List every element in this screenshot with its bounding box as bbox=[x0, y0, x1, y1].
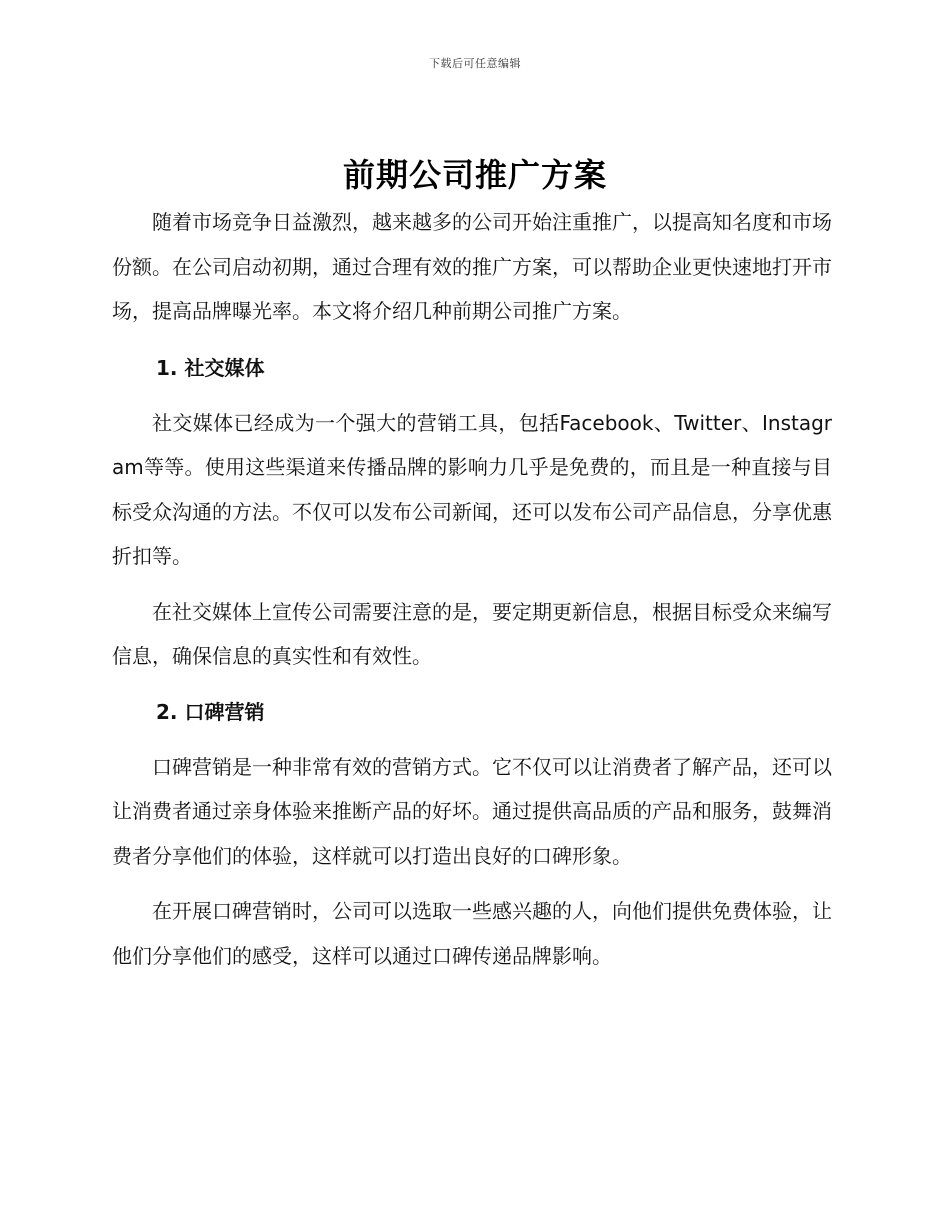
section-paragraph: 口碑营销是一种非常有效的营销方式。它不仅可以让消费者了解产品，还可以让消费者通过亲身体验来推断产品的好坏。通过提供高品质的产品和服务，鼓舞消费者分享他们的体验，这样就可以打造出良好的口碑形象。 bbox=[112, 754, 832, 868]
header-note: 下载后可任意编辑 bbox=[429, 57, 521, 70]
section-heading-social-media: 1. 社交媒体 bbox=[156, 355, 265, 380]
section-paragraph: 在开展口碑营销时，公司可以选取一些感兴趣的人，向他们提供免费体验，让他们分享他们的感受，这样可以通过口碑传递品牌影响。 bbox=[112, 899, 832, 968]
intro-paragraph: 随着市场竞争日益激烈，越来越多的公司开始注重推广，以提高知名度和市场份额。在公司启动初期，通过合理有效的推广方案，可以帮助企业更快速地打开市场，提高品牌曝光率。本文将介绍几种前期公司推广方案。 bbox=[112, 210, 832, 323]
section-paragraph: 在社交媒体上宣传公司需要注意的是，要定期更新信息，根据目标受众来编写信息，确保信息的真实性和有效性。 bbox=[112, 599, 832, 668]
section-heading-word-of-mouth: 2. 口碑营销 bbox=[156, 699, 265, 724]
section-paragraph: 社交媒体已经成为一个强大的营销工具，包括Facebook、Twitter、Instagram等等。使用这些渠道来传播品牌的影响力几乎是免费的，而且是一种直接与目标受众沟通的方法。不仅可以发布公司新闻，还可以发布公司产品信息，分享优惠折扣等。 bbox=[112, 410, 832, 568]
document-title: 前期公司推广方案 bbox=[342, 156, 607, 194]
document-body bbox=[112, 200, 832, 989]
